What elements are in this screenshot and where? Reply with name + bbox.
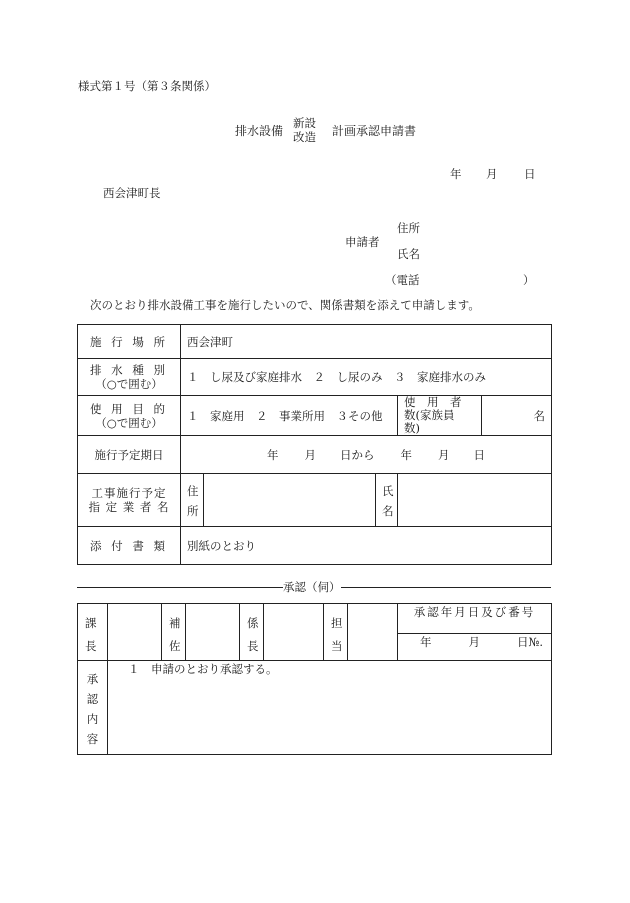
contractor-address-char-1: 住	[187, 484, 199, 498]
section-chief-char-2: 長	[85, 639, 97, 653]
approval-date-month: 月	[468, 635, 480, 649]
approval-content-char-2: 認	[86, 692, 99, 706]
approval-date-number-header: 承認年月日及び番号	[398, 604, 552, 634]
row-drainage-type	[78, 359, 552, 396]
contractor-address-char-2: 所	[187, 504, 199, 518]
drainage-type-options: １ し尿及び家庭排水 ２ し尿のみ ３ 家庭排水のみ	[181, 359, 552, 396]
application-table	[77, 324, 552, 565]
contractor-label	[78, 474, 181, 527]
purpose-label	[78, 396, 181, 436]
assistant-stamp[interactable]	[186, 604, 240, 661]
in-charge-label	[324, 604, 348, 661]
applicant-phone-open: （電話	[385, 273, 420, 287]
in-charge-char-1: 担	[331, 616, 343, 630]
approval-content-text: １ 申請のとおり承認する。	[108, 661, 552, 755]
applicant-name-label: 氏名	[397, 247, 420, 261]
approval-stamp-row	[78, 604, 552, 634]
title-lead: 排水設備	[235, 123, 284, 138]
attachments-label: 添 付 書 類	[78, 527, 181, 565]
contractor-name-char-1: 氏	[382, 484, 394, 498]
schedule-year1: 年	[267, 447, 279, 462]
drainage-type-label	[78, 359, 181, 396]
attachments-value: 別紙のとおり	[181, 527, 552, 565]
section-chief-stamp[interactable]	[108, 604, 162, 661]
applicant-phone-close: ）	[523, 273, 535, 287]
row-location	[78, 325, 552, 359]
approval-content-label	[78, 661, 108, 755]
schedule-day2: 日	[473, 447, 486, 462]
applicant-address-label: 住所	[397, 221, 420, 235]
form-number: 様式第１号（第３条関係）	[78, 79, 216, 93]
addressee: 西会津町長	[103, 186, 161, 200]
schedule-day1-from: 日から	[340, 447, 375, 462]
date-year-label: 年	[450, 167, 462, 181]
row-schedule	[78, 436, 552, 474]
schedule-dates	[181, 436, 552, 474]
approval-content-char-1: 承	[86, 672, 99, 686]
divider-line-left	[77, 587, 283, 588]
purpose-sublabel: （○で囲む）	[95, 415, 163, 430]
assistant-label	[162, 604, 186, 661]
users-count-label-1: 使 用 者	[404, 395, 462, 409]
row-contractor	[78, 474, 552, 527]
schedule-label: 施行予定期日	[78, 436, 181, 474]
drainage-type-sublabel: （○で囲む）	[95, 377, 163, 391]
row-purpose	[78, 396, 552, 436]
approval-content-char-4: 容	[86, 732, 99, 746]
approval-date-year: 年	[420, 635, 432, 649]
title-tail: 計画承認申請書	[332, 123, 417, 138]
users-count-label	[398, 396, 482, 436]
contractor-name-field[interactable]	[398, 474, 552, 527]
section-chief-label	[78, 604, 108, 661]
title-option-stack	[293, 116, 316, 144]
intro-text: 次のとおり排水設備工事を施行したいので、関係書類を添えて申請します。	[90, 298, 480, 312]
assistant-char-1: 補	[169, 616, 181, 630]
contractor-label-1: 工事施行予定	[91, 486, 167, 500]
contractor-name-char-2: 名	[382, 504, 394, 518]
approval-content-char-3: 内	[86, 712, 99, 726]
sub-chief-char-1: 係	[247, 616, 259, 630]
approval-date-day-number: 日№.	[516, 635, 543, 649]
schedule-month1: 月	[304, 447, 317, 462]
sub-chief-stamp[interactable]	[264, 604, 324, 661]
purpose-options: １ 家庭用 ２ 事業所用 ３その他	[181, 396, 398, 436]
in-charge-stamp[interactable]	[348, 604, 398, 661]
purpose-label-main: 使 用 目 的	[90, 401, 168, 416]
sub-chief-char-2: 長	[247, 639, 259, 653]
title-option-modify: 改造	[293, 130, 317, 144]
date-month-label: 月	[486, 167, 498, 181]
assistant-char-2: 佐	[169, 639, 181, 653]
divider-line-right	[341, 587, 551, 588]
row-attachments	[78, 527, 552, 565]
contractor-address-field[interactable]	[204, 474, 376, 527]
location-value: 西会津町	[181, 325, 552, 359]
contractor-name-label	[376, 474, 398, 527]
sub-chief-label	[240, 604, 264, 661]
form-title	[235, 116, 416, 144]
title-option-new: 新設	[293, 116, 317, 130]
section-chief-char-1: 課	[85, 616, 97, 630]
schedule-year2: 年	[400, 447, 413, 462]
approval-date-number-value	[398, 634, 552, 661]
users-count-unit: 名	[482, 396, 552, 436]
drainage-type-label-main: 排 水 種 別	[90, 363, 168, 377]
in-charge-char-2: 当	[331, 639, 343, 653]
applicant-label: 申請者	[345, 235, 380, 249]
approval-table	[77, 603, 552, 755]
users-count-label-2: 数(家族員	[404, 408, 455, 422]
approval-content-row	[78, 661, 552, 755]
location-label: 施 行 場 所	[78, 325, 181, 359]
approval-divider-label: 承認（伺）	[283, 580, 341, 594]
date-day-label: 日	[524, 167, 536, 181]
contractor-address-label	[181, 474, 204, 527]
contractor-label-2: 指 定 業 者 名	[88, 500, 170, 514]
schedule-month2: 月	[438, 447, 450, 462]
users-count-label-3: 数)	[404, 421, 420, 435]
